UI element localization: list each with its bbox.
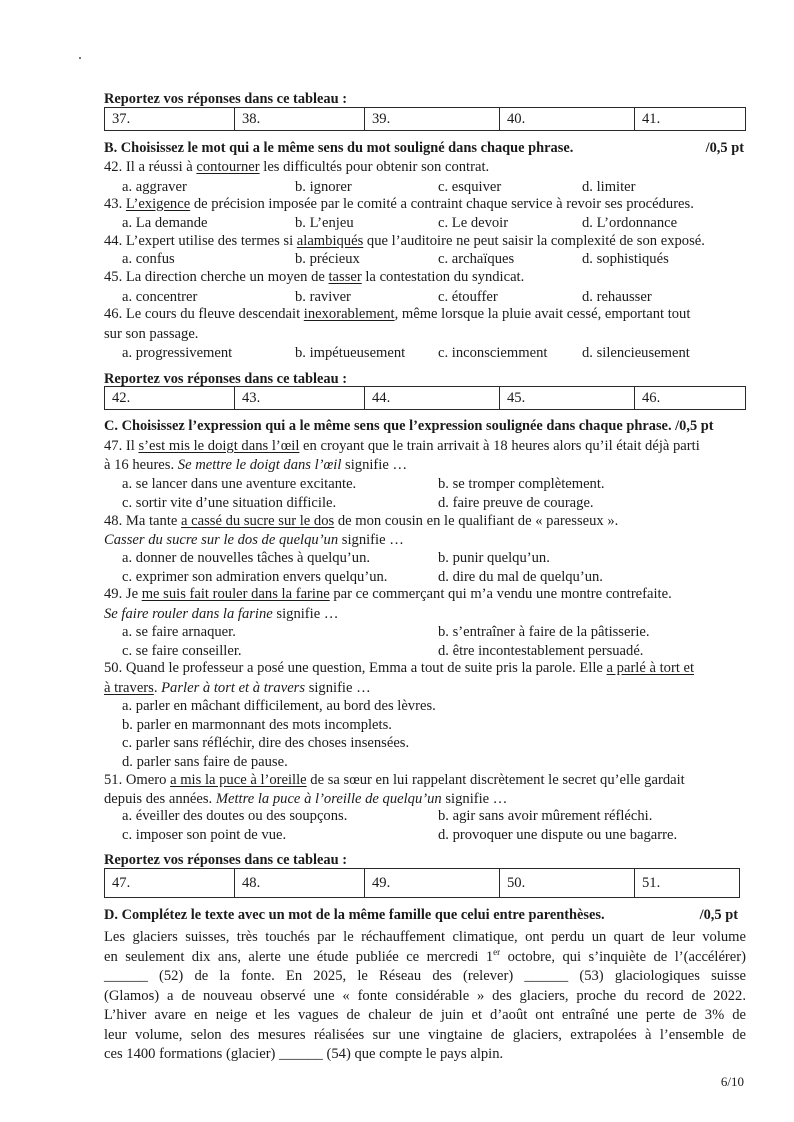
answer-cell-41[interactable]: 41. [635, 108, 746, 131]
answer-table-1 [104, 107, 746, 131]
option-50c[interactable]: c. parler sans réfléchir, dire des choses insensées. [122, 735, 410, 751]
underlined-word-44: alambiqués [296, 233, 364, 249]
option-44a[interactable]: a. confus [122, 251, 175, 267]
option-51a[interactable]: a. éveiller des doutes ou des soupçons. [122, 808, 348, 824]
text-line-4: (Glamos) a de nouveau observé une « fonte considérable » des glaciers, proche du record de 2022. [104, 987, 746, 1004]
option-42d[interactable]: d. limiter [582, 179, 636, 195]
underlined-expression-48: a cassé du sucre sur le dos [181, 513, 335, 529]
answer-cell-38[interactable]: 38. [235, 108, 365, 131]
underlined-word-45: tasser [328, 269, 362, 285]
option-50b[interactable]: b. parler en marmonnant des mots incomplets. [122, 717, 392, 733]
page-number: 6/10 [720, 1074, 744, 1089]
question-48: 48. Ma tante a cassé du sucre sur le dos de mon cousin en le qualifiant de « paresseux ». [104, 513, 619, 529]
question-51-line2: depuis des années. Mettre la puce à l’oreille de quelqu’un signifie … [104, 791, 508, 807]
option-45d[interactable]: d. rehausser [582, 289, 652, 305]
answer-table-3 [104, 868, 740, 898]
section-d-instruction: D. Complétez le texte avec un mot de la même famille que celui entre parenthèses. [104, 907, 605, 923]
option-42b[interactable]: b. ignorer [295, 179, 352, 195]
question-48-line2: Casser du sucre sur le dos de quelqu’un signifie … [104, 532, 404, 548]
question-50-line2: à travers. Parler à tort et à travers signifie … [104, 680, 371, 696]
question-44: 44. L’expert utilise des termes si alambiqués que l’auditoire ne peut saisir la complexité de son exposé. [104, 233, 705, 249]
option-49a[interactable]: a. se faire arnaquer. [122, 624, 236, 640]
option-48c[interactable]: c. exprimer son admiration envers quelqu’un. [122, 569, 388, 585]
option-46c[interactable]: c. inconsciemment [438, 345, 548, 361]
option-43a[interactable]: a. La demande [122, 215, 208, 231]
section-b-title [104, 140, 746, 157]
option-42c[interactable]: c. esquiver [438, 179, 502, 195]
question-47: 47. Il s’est mis le doigt dans l’œil en croyant que le train arrivait à 18 heures alors qu’il était déjà parti [104, 438, 700, 454]
answer-cell-40[interactable]: 40. [500, 108, 635, 131]
answer-table-2 [104, 386, 746, 410]
option-45c[interactable]: c. étouffer [438, 289, 498, 305]
answer-cell-44[interactable]: 44. [365, 387, 500, 410]
option-47c[interactable]: c. sortir vite d’une situation difficile. [122, 495, 337, 511]
underlined-expression-50-end: à travers [104, 680, 154, 696]
question-46-line2: sur son passage. [104, 326, 199, 342]
question-49-line2: Se faire rouler dans la farine signifie … [104, 606, 339, 622]
answer-cell-50[interactable]: 50. [500, 869, 635, 898]
option-43c[interactable]: c. Le devoir [438, 215, 509, 231]
text-line-7-blank-54[interactable]: ces 1400 formations (glacier) ______ (54) que compte le pays alpin. [104, 1046, 504, 1062]
answer-cell-47[interactable]: 47. [105, 869, 235, 898]
answer-cell-37[interactable]: 37. [105, 108, 235, 131]
option-51b[interactable]: b. agir sans avoir mûrement réfléchi. [438, 808, 653, 824]
question-49: 49. Je me suis fait rouler dans la farine par ce commerçant qui m’a vendu une montre contrefaite. [104, 586, 672, 602]
option-44c[interactable]: c. archaïques [438, 251, 515, 267]
option-48a[interactable]: a. donner de nouvelles tâches à quelqu’un. [122, 550, 371, 566]
underlined-word-42: contourner [196, 159, 260, 175]
option-45b[interactable]: b. raviver [295, 289, 351, 305]
option-50a[interactable]: a. parler en mâchant difficilement, au bord des lèvres. [122, 698, 436, 714]
option-47b[interactable]: b. se tromper complètement. [438, 476, 605, 492]
option-48d[interactable]: d. dire du mal de quelqu’un. [438, 569, 603, 585]
option-46b[interactable]: b. impétueusement [295, 345, 406, 361]
option-49d[interactable]: d. être incontestablement persuadé. [438, 643, 644, 659]
underlined-expression-49: me suis fait rouler dans la farine [141, 586, 330, 602]
answer-cell-46[interactable]: 46. [635, 387, 746, 410]
option-50d[interactable]: d. parler sans faire de pause. [122, 754, 288, 770]
option-47d[interactable]: d. faire preuve de courage. [438, 495, 594, 511]
option-45a[interactable]: a. concentrer [122, 289, 198, 305]
option-49b[interactable]: b. s’entraîner à faire de la pâtisserie. [438, 624, 650, 640]
question-43: 43. L’exigence de précision imposée par le comité a contraint chaque service à revoir ses procédures. [104, 196, 694, 212]
underlined-word-43: L’exigence [125, 196, 191, 212]
option-51d[interactable]: d. provoquer une dispute ou une bagarre. [438, 827, 678, 843]
option-43d[interactable]: d. L’ordonnance [582, 215, 678, 231]
text-line-1: Les glaciers suisses, très touchés par le réchauffement climatique, ont perdu un quart de leur volume [104, 929, 746, 945]
option-42a[interactable]: a. aggraver [122, 179, 187, 195]
answer-cell-45[interactable]: 45. [500, 387, 635, 410]
option-43b[interactable]: b. L’enjeu [295, 215, 354, 231]
report-heading-3: Reportez vos réponses dans ce tableau : [104, 852, 348, 868]
option-44b[interactable]: b. précieux [295, 251, 360, 267]
section-d-title [104, 907, 740, 924]
option-47a[interactable]: a. se lancer dans une aventure excitante. [122, 476, 357, 492]
scan-dot [79, 57, 81, 59]
question-42: 42. Il a réussi à contourner les difficultés pour obtenir son contrat. [104, 159, 490, 175]
question-50: 50. Quand le professeur a posé une question, Emma a tout de suite pris la parole. Elle a parlé à tort et [104, 660, 695, 676]
answer-cell-51[interactable]: 51. [635, 869, 740, 898]
section-c-points: /0,5 pt [675, 418, 714, 434]
text-line-5: L’hiver avare en neige et les vagues de chaleur de juin et d’août ont entraîné une perte de 3% de [104, 1007, 746, 1023]
option-48b[interactable]: b. punir quelqu’un. [438, 550, 550, 566]
option-46d[interactable]: d. silencieusement [582, 345, 690, 361]
section-d-points: /0,5 pt [699, 907, 738, 923]
answer-cell-42[interactable]: 42. [105, 387, 235, 410]
section-c-instruction: C. Choisissez l’expression qui a le même sens que l’expression soulignée dans chaque phrase. [104, 418, 672, 434]
question-47-line2: à 16 heures. Se mettre le doigt dans l’œil signifie … [104, 457, 408, 473]
question-46: 46. Le cours du fleuve descendait inexorablement, même lorsque la pluie avait cessé, emportant tout [104, 306, 691, 322]
underlined-word-46: inexorablement [303, 306, 395, 322]
underlined-expression-51: a mis la puce à l’oreille [170, 772, 307, 788]
report-heading-1: Reportez vos réponses dans ce tableau : [104, 91, 348, 107]
report-heading-2: Reportez vos réponses dans ce tableau : [104, 371, 348, 387]
question-51: 51. Omero a mis la puce à l’oreille de sa sœur en lui rappelant discrètement le secret qu’elle gardait [104, 772, 685, 788]
text-line-2: en seulement dix ans, alerte une étude publiée ce mercredi 1er octobre, qui s’inquiète de l’(accélérer) [104, 946, 746, 965]
section-b-instruction: B. Choisissez le mot qui a le même sens du mot souligné dans chaque phrase. [104, 140, 574, 156]
option-51c[interactable]: c. imposer son point de vue. [122, 827, 287, 843]
text-line-3-blank-52-53[interactable]: ______ (52) de la fonte. En 2025, le Réseau des (relever) ______ (53) glaciologiques suisse [104, 968, 746, 984]
section-c-title [104, 418, 746, 435]
underlined-expression-47: s’est mis le doigt dans l’œil [138, 438, 300, 454]
answer-cell-39[interactable]: 39. [365, 108, 500, 131]
option-49c[interactable]: c. se faire conseiller. [122, 643, 242, 659]
option-46a[interactable]: a. progressivement [122, 345, 233, 361]
section-b-points: /0,5 pt [705, 140, 744, 156]
option-44d[interactable]: d. sophistiqués [582, 251, 669, 267]
answer-cell-43[interactable]: 43. [235, 387, 365, 410]
text-line-6: leur volume, selon des mesures réalisées sur une vingtaine de glaciers, extrapolées à l’ensemble de [104, 1026, 746, 1043]
section-d-text [104, 928, 746, 1065]
answer-cell-48[interactable]: 48. [235, 869, 365, 898]
answer-cell-49[interactable]: 49. [365, 869, 500, 898]
underlined-expression-50: a parlé à tort et [606, 660, 695, 676]
question-45: 45. La direction cherche un moyen de tasser la contestation du syndicat. [104, 269, 525, 285]
